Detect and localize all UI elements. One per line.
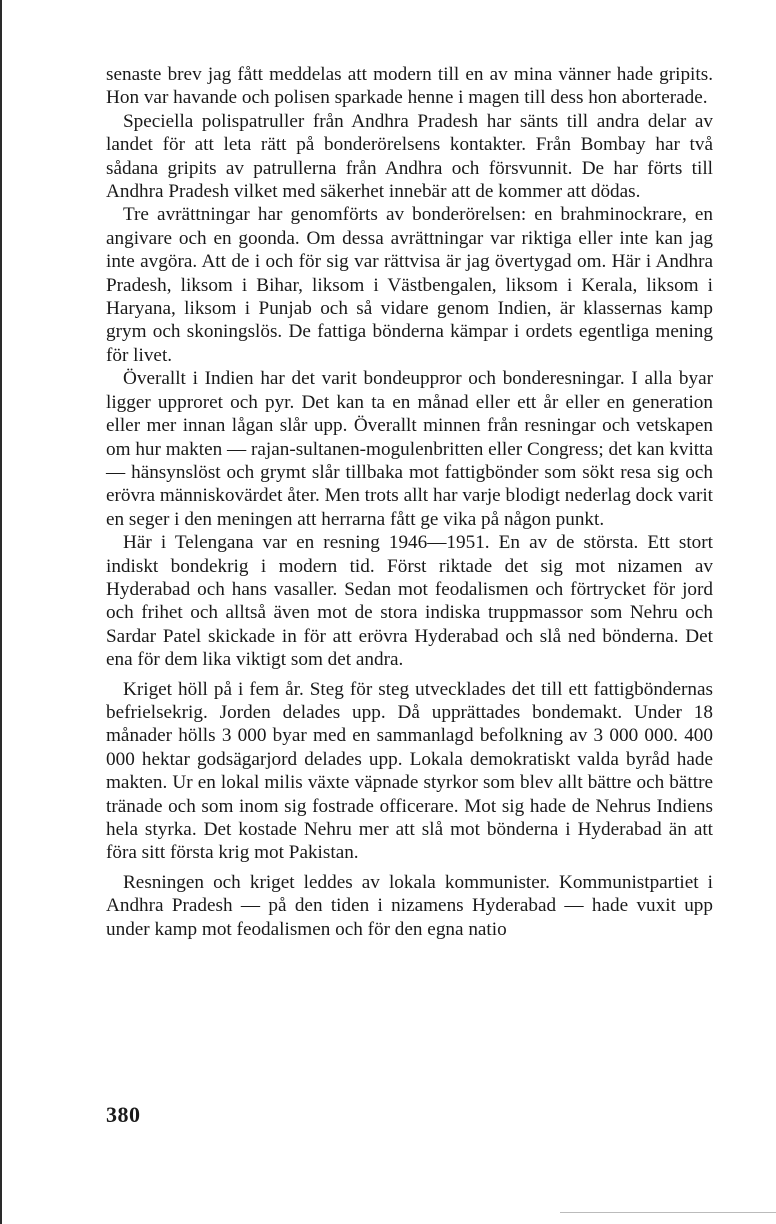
paragraph-4: Överallt i Indien har det varit bondeuppror och bonderesningar. I alla byar ligger upproret och pyr. Det kan ta en månad eller ett år eller en generation eller mer innan lågan slår upp. Överallt minnen från resningar och vetskapen om hur makten — rajan-sultanen-mogulenbritten eller Congress; det kan kvitta — hänsynslöst och grymt slår tillbaka mot fattigbönder som sökt resa sig och erövra människovärdet åter. Men trots allt har varje blodigt nederlag dock varit en seger i den meningen att herrarna fått ge vika på någon punkt. xyxy=(106,368,713,530)
page-number: 380 xyxy=(106,1102,141,1127)
paragraph-6: Kriget höll på i fem år. Steg för steg utvecklades det till ett fattigböndernas befrielsekrig. Jorden delades upp. Då upprättades bondemakt. Under 18 månader hölls 3 000 byar med en sammanlagd befolkning av 3 000 000. 400 000 hektar godsägarjord delades upp. Lokala demokratiskt valda byråd hade makten. Ur en lokal milis växte väpnade styrkor som blev allt bättre och bättre tränade och som inom sig fostrade officerare. Mot sig hade de Nehrus Indiens hela styrka. Det kostade Nehru mer att slå mot bönderna i Hyderabad än att föra sitt första krig mot Pakistan. xyxy=(106,678,713,864)
page-edge-rule xyxy=(0,0,2,1224)
body-text xyxy=(106,63,713,941)
paragraph-1: senaste brev jag fått meddelas att modern till en av mina vänner hade gripits. Hon var havande och polisen sparkade henne i magen till dess hon aborterade. xyxy=(106,64,713,109)
paragraph-5: Här i Telengana var en resning 1946—1951. En av de största. Ett stort indiskt bondekrig i modern tid. Först riktade det sig mot nizamen av Hyderabad och hans vasaller. Sedan mot feodalismen och förtrycket för jord och frihet och alltså även mot de stora indiska truppmassor som Nehru och Sardar Patel skickade in för att erövra Hyderabad och slå ned bönderna. Det ena för dem lika viktigt som det andra. xyxy=(106,532,713,671)
bottom-edge-rule xyxy=(560,1212,776,1213)
paragraph-3: Tre avrättningar har genomförts av bonderörelsen: en brahminockrare, en angivare och en goonda. Om dessa avrättningar var riktiga eller inte kan jag inte avgöra. Att de i och för sig var rättvisa är jag övertygad om. Här i Andhra Pradesh, liksom i Bihar, liksom i Västbengalen, liksom i Kerala, liksom i Haryana, liksom i Punjab och så vidare genom Indien, är klassernas kamp grym och skoningslös. De fattiga bönderna kämpar i ordets egentliga mening för livet. xyxy=(106,204,713,366)
paragraph-7: Resningen och kriget leddes av lokala kommunister. Kommunistpartiet i Andhra Pradesh — på den tiden i nizamens Hyderabad — hade vuxit upp under kamp mot feodalismen och för den egna natio xyxy=(106,871,713,940)
paragraph-2: Speciella polispatruller från Andhra Pradesh har sänts till andra delar av landet för att leta rätt på bonderörelsens kontakter. Från Bombay har två sådana gripits av patrullerna från Andhra och försvunnit. De har förts till Andhra Pradesh vilket med säkerhet innebär att de kommer att dödas. xyxy=(106,110,713,203)
